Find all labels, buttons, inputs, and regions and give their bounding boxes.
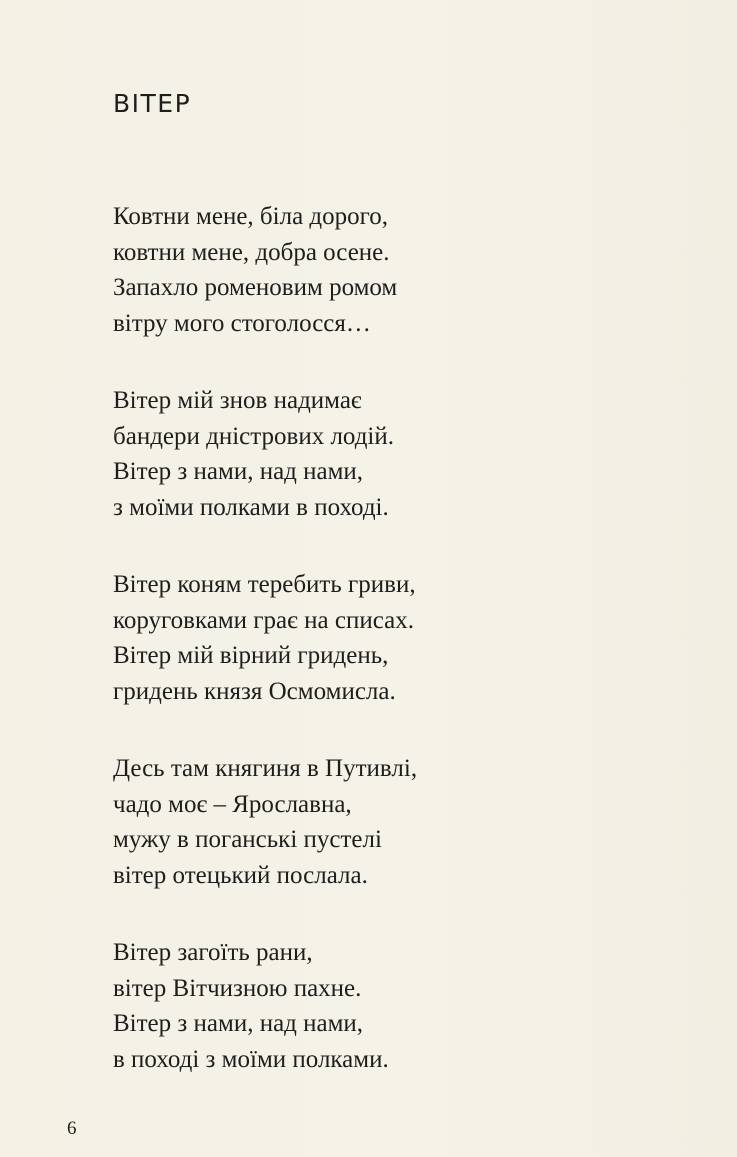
poem-line: в поході з моїми полками. bbox=[113, 1045, 389, 1073]
poem-body bbox=[113, 199, 713, 1119]
stanza-5 bbox=[113, 935, 713, 1077]
stanza-1 bbox=[113, 199, 713, 341]
stanza-3 bbox=[113, 567, 713, 709]
poem-line: коруговками грає на списах. bbox=[113, 606, 414, 634]
stanza-2 bbox=[113, 383, 713, 525]
poem-line: з моїми полками в поході. bbox=[113, 493, 389, 521]
poem-line: Десь там княгиня в Путивлі, bbox=[113, 755, 418, 782]
poem-line: вітер отецький послала. bbox=[113, 861, 368, 889]
poem-line: ковтни мене, добра осене. bbox=[113, 238, 390, 266]
poem-line: мужу в поганські пустелі bbox=[113, 826, 382, 853]
stanza-4 bbox=[113, 751, 713, 893]
poem-line: Вітер мій вірний гридень, bbox=[113, 642, 389, 669]
poem-line: вітер Вітчизною пахне. bbox=[113, 974, 362, 1002]
poem-line: чадо моє – Ярославна, bbox=[113, 790, 352, 818]
poem-line: Вітер мій знов надимає bbox=[113, 387, 362, 414]
page-number: 6 bbox=[67, 1118, 77, 1139]
poem-title: ВІТЕР bbox=[113, 89, 192, 118]
poem-line: Вітер загоїть рани, bbox=[113, 939, 313, 966]
poem-line: бандери дністрових лодій. bbox=[113, 422, 394, 450]
poem-line: Вітер коням теребить гриви, bbox=[113, 571, 416, 598]
poem-line: Вітер з нами, над нами, bbox=[113, 458, 364, 485]
poem-line: вітру мого стоголосся… bbox=[113, 309, 371, 337]
poem-line: Ковтни мене, біла дорого, bbox=[113, 203, 389, 230]
poem-line: Вітер з нами, над нами, bbox=[113, 1010, 364, 1037]
poem-line: гридень князя Осмомисла. bbox=[113, 677, 396, 705]
poem-line: Запахло роменовим ромом bbox=[113, 274, 398, 301]
